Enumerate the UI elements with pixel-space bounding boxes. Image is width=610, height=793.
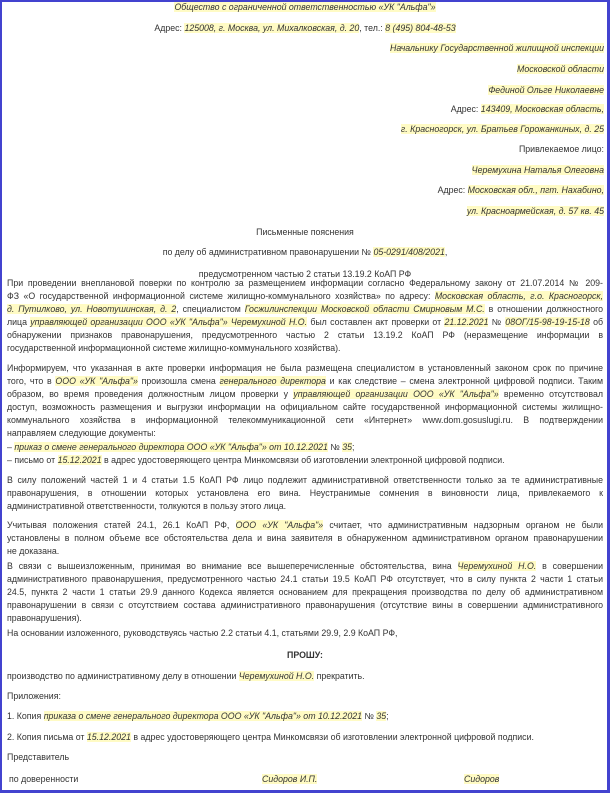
highlighted-field: Черемухина Наталья Олеговна [471,165,604,175]
highlighted-field: управляющей организации ООО «УК "Альфа"» [293,389,499,399]
text-segment: № [488,317,506,327]
header-line [438,184,604,196]
text-segment: в адрес удостоверяющего центра Минкомсвязи об изготовлении электронной цифровой подписи. [130,732,534,742]
body-line [7,751,69,763]
body-line [7,362,603,374]
text-segment: обнаружении признаков правонарушения, предусмотренного частью 2 статьи 13.19.2 КоАП РФ (неразмещение информации в [7,330,603,340]
text-segment: в совершении [536,561,603,571]
text-segment: коммунального хозяйства в информационной телекоммуникационной сети «Интернет» www.dom.gosuslugi.ru. В подтверждении [7,415,603,425]
highlighted-field: Общество с ограниченной ответственностью «УК "Альфа"» [174,2,436,12]
highlighted-field: д. Путилково, ул. Новотушинская, д. 2 [7,304,177,314]
text-segment: образом, во время проведения должностным лицом проверки у [7,389,294,399]
body-line [7,414,603,426]
text-segment: и как следствие – смена электронной цифровой подписи. Таким [325,376,603,386]
body-line [7,375,603,387]
header-line [7,1,603,13]
body-line [7,560,603,572]
highlighted-field: 35 [342,442,352,452]
highlighted-field: Московская область, г.о. Красногорск, [434,291,603,301]
body-line [7,342,341,354]
highlighted-field: 15.12.2021 [57,455,102,465]
text-segment: , специалистом [176,304,245,314]
highlighted-field: Начальнику Государственной жилищной инспекции [390,43,604,53]
text-segment: правонарушения, в отношении которых установлена его вина. Неустранимые сомнения в виновности лица, привлекаемого к [7,488,603,498]
body-line [7,532,603,544]
body-line [7,388,603,400]
highlighted-field: 35 [376,711,387,721]
header-line [472,164,604,176]
text-segment: в отношении должностного [484,304,604,314]
highlighted-field: 8 (495) 804-48-53 [385,23,456,33]
body-line [7,690,61,702]
text-segment: ; [386,711,389,721]
text-segment: административного правонарушения, предусмотренного частью 24.1 статьи 19.5 КоАП РФ отсутствует, что в силу пункта 2 части 1 статьи [7,574,603,584]
body-line [7,710,389,722]
text-segment: того, что в [7,376,56,386]
text-segment: произошла смена [137,376,220,386]
highlighted-field: Черемухиной Н.О. [457,561,537,571]
text-segment: предусмотренном частью 2 статьи 13.19.2 КоАП РФ [198,269,412,279]
highlighted-field: Московская обл., пгт. Нахабино, [467,185,604,195]
text-segment: государственной информационной системе жилищно-коммунального хозяйства). [7,343,341,353]
body-line [7,500,286,512]
text-segment: установлены в полном объеме все обстоятельства дела и вина заявителя в обнаруженном административном органом правонарушении [7,533,603,543]
highlighted-field: Фединой Ольге Николаевне [488,85,604,95]
text-segment: На основании изложенного, руководствуясь частью 2.2 статьи 4.1, статьями 29.9, 2.9 КоАП РФ, [7,628,398,638]
text-segment: № [327,442,343,452]
highlighted-field: Черемухиной Н.О. [238,671,315,681]
header-line [7,246,603,258]
body-line [7,487,603,499]
body-line [7,277,603,289]
highlighted-field: генерального директора [219,376,326,386]
text-segment: Приложения: [7,691,61,701]
text-segment: правонарушении в связи с отсутствием состава административного правонарушения (отсутствие вины в совершении административного [7,600,603,610]
highlighted-field: 15.12.2021 [86,732,131,742]
text-segment: , [444,247,448,257]
body-line [7,612,82,624]
text-segment: лица [7,317,31,327]
body-line [7,329,603,341]
text-segment: Адрес: [450,104,481,114]
highlighted-field: Московской области [517,64,604,74]
header-line [451,103,604,115]
highlighted-field: 05-0291/408/2021 [373,247,445,257]
body-line [7,303,603,315]
text-segment: направляем следующие документы: [7,428,156,438]
text-segment: 1. Копия [7,711,44,721]
header-line [488,84,604,96]
body-line [7,316,603,328]
text-segment: В силу положений частей 1 и 4 статьи 1.5 КоАП РФ лицо подлежит административной ответственности только за те административные [7,475,603,485]
header-line [519,143,604,155]
text-segment: В связи с вышеизложенным, принимая во внимание все вышеперечисленные обстоятельства, вина [7,561,458,571]
text-segment: считает, что административным надзорным органом не были [323,520,603,530]
text-segment: Адрес: [437,185,468,195]
text-segment: № [362,711,377,721]
text-segment: ; [352,442,355,452]
header-line [7,226,603,238]
signature-sign: Сидоров [464,774,500,784]
highlighted-field: управляющей организации ООО «УК "Альфа"» Черемухиной Н.О. [30,317,308,327]
text-segment: – письмо от [7,455,58,465]
header-line [401,123,604,135]
text-segment: административной ответственности, толкуются в пользу этого лица. [7,501,287,511]
text-segment: об [589,317,604,327]
body-line [7,454,505,466]
text-segment: временно отсутствовал [498,389,604,399]
body-line [7,627,397,639]
text-segment: , тел.: [359,23,386,33]
highlighted-field: ООО «УК "Альфа"» [235,520,324,530]
highlighted-field: приказа о смене генерального директора ООО «УК "Альфа"» от 10.12.2021 [43,711,363,721]
header-line [467,205,604,217]
highlighted-field: 125008, г. Москва, ул. Михалковская, д. 20 [184,23,360,33]
body-line [7,519,603,531]
highlighted-field: 21.12.2021 [444,317,489,327]
text-segment: правонарушения). [7,613,82,623]
signature-name-wrap [262,773,317,785]
body-line [7,290,603,302]
text-segment: ФЗ «О государственной информационной системе жилищно-коммунального хозяйства» по адресу: [7,291,435,301]
highlighted-field: ул. Красноармейская, д. 57 кв. 45 [466,206,604,216]
body-line [7,731,534,743]
text-segment: в адрес удостоверяющего центра Минкомсвязи об изготовлении электронной цифровой подписи. [101,455,505,465]
body-line [7,474,603,486]
body-line [7,586,603,598]
text-segment: по делу об административном правонарушении № [162,247,374,257]
body-line [7,545,59,557]
highlighted-field: Госжилинспекции Московской области Смирновым М.С. [244,304,485,314]
text-segment: Письменные пояснения [256,227,354,237]
text-segment: был составлен акт проверки от [307,317,445,327]
text-segment: не доказана. [7,546,60,556]
signature-basis: по доверенности [9,774,79,784]
text-segment: Представитель [7,752,70,762]
text-segment: Учитывая положения статей 24.1, 26.1 КоАП РФ, [7,520,236,530]
text-segment: ПРОШУ: [287,650,323,660]
text-segment: При проведении внеплановой поверки по контролю за размещением информации согласно Федеральному закону от 21.07.2014 № 209- [7,278,603,288]
header-line [517,63,604,75]
body-line [7,427,156,439]
body-line [7,599,603,611]
body-line [7,401,603,413]
text-segment: 24.5, пункта 2 части 1 статьи 29.9 данного Кодекса является основанием для прекращения производства по делу об административном [7,587,603,597]
body-line [7,441,354,453]
text-segment: Информируем, что указанная в акте проверки информация не была размещена специалистом в установленный законом срок по причине [7,363,603,373]
header-line [7,22,603,34]
highlighted-field: приказ о смене генерального директора ООО «УК "Альфа"» от 10.12.2021 [14,442,328,452]
text-segment: производство по административному делу в отношении [7,671,239,681]
text-segment: Адрес: [154,23,185,33]
text-segment: 2. Копия письма от [7,732,87,742]
highlighted-field: ООО «УК "Альфа"» [55,376,138,386]
body-line [7,573,603,585]
header-line [390,42,604,54]
text-segment: – [7,442,15,452]
highlighted-field: г. Красногорск, ул. Братьев Горожанкиных, д. 25 [400,124,604,134]
signature-sign-wrap [464,773,499,785]
signature-name: Сидоров И.П. [262,774,318,784]
text-segment: доступ, возможность размещения и выгрузки информации на официальном сайте государственной информационной системы жилищно- [7,402,603,412]
highlighted-field: 143409, Московская область, [480,104,604,114]
body-line [7,649,603,661]
highlighted-field: 08ОГ/15-98-19-15-18 [505,317,590,327]
text-segment: Привлекаемое лицо: [518,144,604,154]
text-segment: прекратить. [314,671,365,681]
body-line [7,670,365,682]
